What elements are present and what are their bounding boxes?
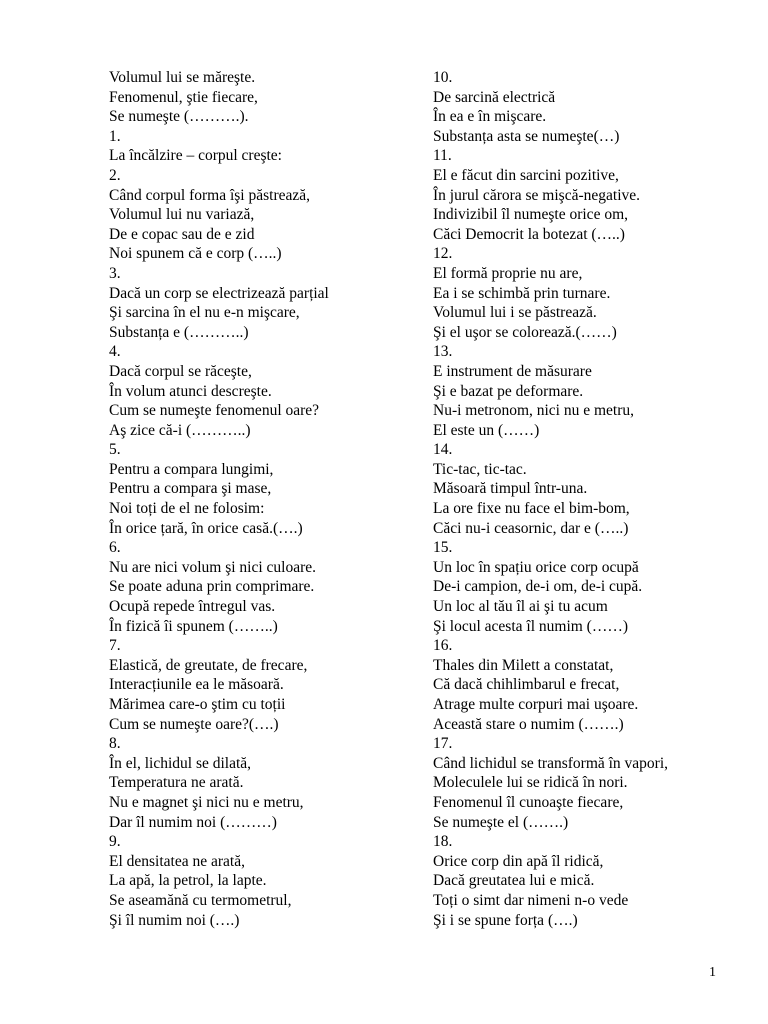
- text-line: Fenomenul, ştie fiecare,: [109, 88, 258, 106]
- text-line: Elastică, de greutate, de frecare,: [109, 656, 308, 674]
- text-line: Interacțiunile ea le măsoară.: [109, 676, 284, 694]
- text-line: Ea i se schimbă prin turnare.: [433, 284, 611, 302]
- text-line: Nu e magnet şi nici nu e metru,: [109, 793, 304, 811]
- text-line: Moleculele lui se ridică în nori.: [433, 774, 628, 792]
- text-line: 4.: [109, 343, 121, 361]
- text-line: 13.: [433, 343, 453, 361]
- text-line: De-i campion, de-i om, de-i cupă.: [433, 578, 643, 596]
- text-line: Pentru a compara şi mase,: [109, 480, 272, 498]
- text-line: Volumul lui i se păstrează.: [433, 304, 597, 322]
- text-line: În ea e în mişcare.: [433, 108, 547, 126]
- text-line: Orice corp din apă îl ridică,: [433, 852, 604, 870]
- text-line: Şi locul acesta îl numim (……): [433, 617, 629, 635]
- page-number: 1: [709, 965, 716, 980]
- text-line: Şi i se spune forța (….): [433, 911, 578, 929]
- text-line: Indivizibil îl numeşte orice om,: [433, 206, 628, 224]
- text-line: Un loc în spațiu orice corp ocupă: [433, 558, 639, 576]
- text-line: E instrument de măsurare: [433, 362, 592, 380]
- text-line: Când lichidul se transformă în vapori,: [433, 754, 669, 772]
- text-line: El e făcut din sarcini pozitive,: [433, 166, 619, 184]
- text-line: Mărimea care-o ştim cu toții: [109, 696, 286, 713]
- text-line: 1.: [109, 127, 121, 145]
- text-line: Volumul lui nu variază,: [109, 206, 255, 224]
- text-line: Dacă un corp se electrizează parțial: [109, 284, 329, 302]
- text-line: Şi el uşor se colorează.(……): [433, 323, 617, 341]
- text-line: 12.: [433, 245, 453, 263]
- text-line: 16.: [433, 637, 453, 655]
- text-line: Temperatura ne arată.: [109, 774, 244, 792]
- text-line: De sarcină electrică: [433, 88, 556, 106]
- text-line: Şi sarcina în el nu e-n mişcare,: [109, 304, 300, 322]
- text-line: Căci Democrit la botezat (…..): [433, 225, 625, 243]
- text-line: Cum se numeşte oare?(….): [109, 715, 279, 733]
- text-line: El este un (……): [433, 421, 540, 439]
- text-line: În jurul cărora se mişcă-negative.: [433, 186, 641, 204]
- text-line: În el, lichidul se dilată,: [109, 754, 252, 772]
- text-line: La apă, la petrol, la lapte.: [109, 872, 267, 890]
- text-line: 14.: [433, 441, 453, 459]
- text-line: Substanța asta se numeşte(…): [433, 127, 620, 145]
- text-line: În orice țară, în orice casă.(….): [109, 519, 303, 537]
- text-line: 7.: [109, 637, 121, 655]
- text-line: În fizică îi spunem (……..): [109, 617, 278, 635]
- text-line: Un loc al tău îl ai şi tu acum: [433, 598, 608, 616]
- text-line: Nu-i metronom, nici nu e metru,: [433, 402, 635, 420]
- text-line: 17.: [433, 735, 453, 753]
- text-line: Atrage multe corpuri mai uşoare.: [433, 696, 639, 713]
- text-line: De e copac sau de e zid: [109, 225, 255, 243]
- text-line: 10.: [433, 69, 453, 86]
- text-line: Substanța e (………..): [109, 323, 249, 341]
- text-line: Şi îl numim noi (….): [109, 911, 240, 929]
- text-line: Noi spunem că e corp (…..): [109, 245, 282, 263]
- text-line: Fenomenul îl cunoaşte fiecare,: [433, 793, 624, 811]
- text-line: 11.: [433, 147, 452, 165]
- text-line: Aş zice că-i (………..): [109, 421, 251, 439]
- text-line: În volum atunci descreşte.: [109, 382, 272, 400]
- text-line: Nu are nici volum şi nici culoare.: [109, 558, 317, 576]
- text-line: Pentru a compara lungimi,: [109, 460, 274, 478]
- text-line: Că dacă chihlimbarul e frecat,: [433, 676, 620, 694]
- text-line: 5.: [109, 441, 121, 459]
- text-line: Tic-tac, tic-tac.: [433, 460, 527, 478]
- text-line: 18.: [433, 833, 453, 851]
- text-line: El densitatea ne arată,: [109, 852, 245, 870]
- text-line: El formă proprie nu are,: [433, 264, 583, 282]
- text-line: La ore fixe nu face el bim-bom,: [433, 500, 630, 518]
- text-line: Căci nu-i ceasornic, dar e (…..): [433, 519, 629, 537]
- text-line: Această stare o numim (…….): [433, 715, 624, 733]
- text-line: 2.: [109, 166, 121, 184]
- text-line: Se numeşte (……….).: [109, 108, 249, 126]
- text-line: 8.: [109, 735, 121, 753]
- text-line: Se aseamănă cu termometrul,: [109, 891, 292, 909]
- text-line: Dacă greutatea lui e mică.: [433, 872, 595, 890]
- text-line: 9.: [109, 833, 121, 851]
- text-line: Noi toți de el ne folosim:: [109, 500, 265, 518]
- text-line: 3.: [109, 264, 121, 282]
- text-line: Toți o simt dar nimeni n-o vede: [433, 891, 629, 909]
- text-line: Ocupă repede întregul vas.: [109, 598, 276, 616]
- text-line: Thales din Milett a constatat,: [433, 656, 614, 674]
- text-line: Se poate aduna prin comprimare.: [109, 578, 315, 596]
- text-line: Când corpul forma îşi păstrează,: [109, 186, 310, 204]
- text-line: 15.: [433, 539, 453, 557]
- text-line: Şi e bazat pe deformare.: [433, 382, 584, 400]
- text-line: Dacă corpul se răceşte,: [109, 362, 252, 380]
- right-column: [433, 68, 753, 930]
- text-line: Dar îl numim noi (………): [109, 813, 277, 831]
- text-line: La încălzire – corpul creşte:: [109, 147, 282, 165]
- text-line: Măsoară timpul într-una.: [433, 480, 588, 498]
- text-line: 6.: [109, 539, 121, 557]
- left-column: [109, 68, 419, 930]
- text-line: Volumul lui se măreşte.: [109, 69, 256, 86]
- text-line: Cum se numeşte fenomenul oare?: [109, 402, 320, 420]
- text-line: Se numeşte el (…….): [433, 813, 569, 831]
